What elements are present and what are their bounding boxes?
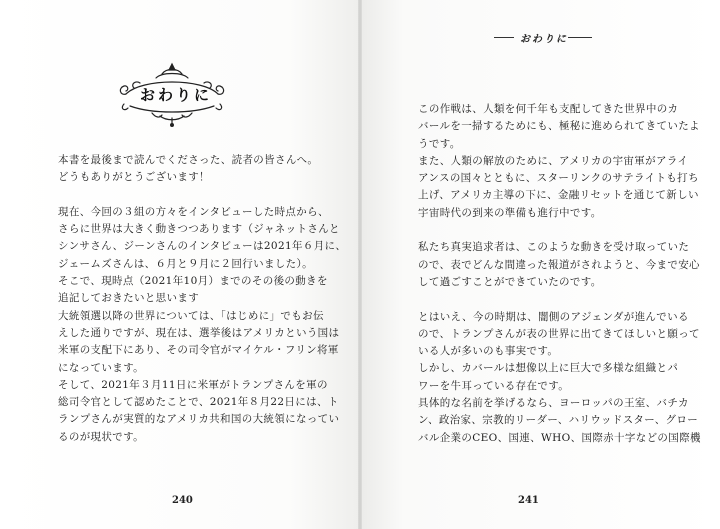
text-line: ランプさんが実質的なアメリカ共和国の大統領になってい xyxy=(58,413,340,426)
text-line: バールを一掃するためにも、極秘に進められてきていたよ xyxy=(418,120,700,133)
text-line: 総司令官として認めたことで、2021年８月22日には、ト xyxy=(58,396,339,409)
text-line: 現在、今回の３組の方々をインタビューした時点から、 xyxy=(58,205,329,218)
paragraph-gap xyxy=(418,291,701,308)
text-line: とはいえ、今の時期は、闇側のアジェンダが進んでいる xyxy=(418,310,689,323)
right-body-text xyxy=(418,101,701,447)
text-line: そこで、現時点（2021年10月）までのその後の動きを xyxy=(58,275,328,288)
text-line: 追記しておきたいと思います xyxy=(58,292,200,305)
text-line: しかし、カバールは想像以上に巨大で多様な組織とパ xyxy=(418,362,679,375)
text-line: ン、政治家、宗教的リーダー、ハリウッドスター、グロー xyxy=(418,414,699,427)
text-line: るのが現状です。 xyxy=(58,430,144,443)
text-line: いる人が多いのも事実です。 xyxy=(418,345,559,358)
text-line: 米軍の支配下にあり、その司令官がマイケル・フリン将軍 xyxy=(58,344,339,357)
text-line: ワーを牛耳っている存在です。 xyxy=(418,379,570,392)
text-line: さらに世界は大きく動きつつあります（ジャネットさんと xyxy=(58,223,340,236)
text-line: また、人類の解放のために、アメリカの宇宙軍がアライ xyxy=(418,154,689,167)
text-line: ジェームズさんは、６月と９月に２回行いました）。 xyxy=(58,257,313,270)
text-line: うです。 xyxy=(418,137,461,150)
text-line: どうもありがとうございます！ xyxy=(58,171,210,184)
page-number-right: 241 xyxy=(518,495,539,506)
text-line: ので、トランプさんが表の世界に出てきてほしいと願って xyxy=(418,327,700,340)
page-number-left: 240 xyxy=(172,495,193,506)
text-line: アンスの国々とともに、スターリンクのサテライトも打ち xyxy=(418,172,699,185)
chapter-title: おわりに xyxy=(140,86,213,104)
running-head xyxy=(494,30,594,44)
running-head-title: おわりに xyxy=(520,34,568,45)
text-line: えした通りですが、現在は、選挙後はアメリカという国は xyxy=(58,326,340,339)
running-head-rule-right xyxy=(568,37,592,38)
text-line: 私たち真実追求者は、このような動きを受け取っていた xyxy=(418,241,690,254)
text-line: この作戦は、人類を何千年も支配してきた世界中のカ xyxy=(418,103,679,115)
text-line: 大統領選以降の世界については、「はじめに」でもお伝 xyxy=(58,309,324,322)
text-line: バル企業のCEO、国連、WHO、国際赤十字などの国際機 xyxy=(418,431,701,444)
text-line: ので、表でどんな間違った報道がされようと、今まで安心 xyxy=(418,258,700,271)
text-line: になっています。 xyxy=(58,361,144,374)
right-page xyxy=(360,0,720,529)
paragraph-gap xyxy=(418,222,701,239)
text-line: 上げ、アメリカ主導の下に、金融リセットを通じて新しい xyxy=(418,189,699,202)
text-line: 本書を最後まで読んでくださった、読者の皆さんへ。 xyxy=(58,154,319,166)
text-line: 具体的な名前を挙げるなら、ヨーロッパの王室、バチカ xyxy=(418,397,689,410)
text-line: 宇宙時代の到来の準備も進行中です。 xyxy=(418,206,602,219)
book-gutter xyxy=(358,0,362,529)
paragraph-gap xyxy=(58,187,346,204)
text-line: そして、2021年３月11日に米軍がトランプさんを軍の xyxy=(58,378,328,391)
text-line: シンサさん、ジーンさんのインタビューは2021年６月に、 xyxy=(58,240,347,253)
text-line: して過ごすことができていたのです。 xyxy=(418,275,602,288)
left-body-text xyxy=(58,152,346,446)
running-head-rule-left xyxy=(494,37,514,38)
